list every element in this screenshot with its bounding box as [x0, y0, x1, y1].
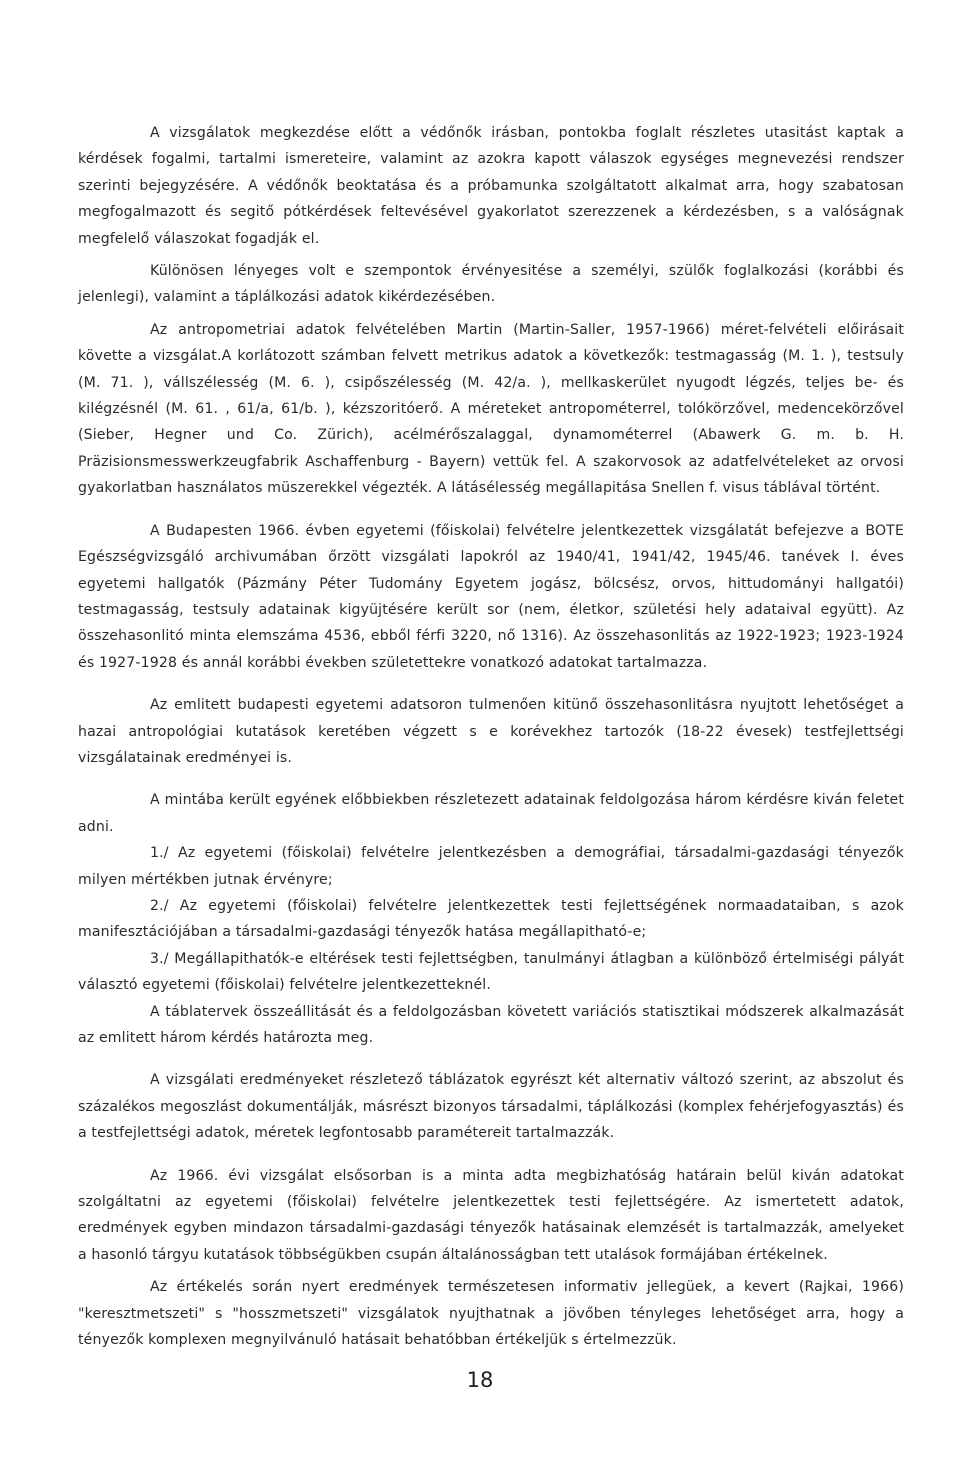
- body-text: [78, 120, 904, 1353]
- paragraph-table-plans: A táblatervek összeállitását és a feldolgozásban követett variációs statisztikai módszerek alkalmazását az emlitett három kérdés határozta meg.: [78, 1003, 904, 1046]
- list-item-question-3: 3./ Megállapithatók-e eltérések testi fejlettségben, tanulmányi átlagban a különböző értelmiségi pályát választó egyetemi (főiskolai) felvételre jelentkezetteknél.: [78, 950, 904, 994]
- page-number: 18: [466, 1368, 494, 1392]
- list-item-question-2: 2./ Az egyetemi (főiskolai) felvételre jelentkezettek testi fejlettségének normaadataiban, s azok manifesztációjában a társadalmi-gazdasági tényezők hatása megállapitható-e;: [78, 897, 904, 941]
- paragraph-interview-emphasis: Különösen lényeges volt e szempontok érvényesitése a személyi, szülők foglalkozási (korábbi és jelenlegi), valamint a táplálkozási adatok kikérdezésében.: [78, 263, 904, 306]
- paragraph-comparison-sample: A Budapesten 1966. évben egyetemi (főiskolai) felvételre jelentkezettek vizsgálatát befejezve a BOTE Egészségvizsgáló archivumában őrzött vizsgálati lapokról az 1940/41, 1941/42, 1945/46. tanévek I. éves egyetemi hallgatók (Pázmány Péter Tudomány Egyetem jogász, bölcsész, orvos, hittudományi hallgatói) testmagasság, testsuly adatainak kigyüjtésére került sor (nem, életkor, születési hely adataival együtt). Az összehasonlitó minta elemszáma 4536, ebből férfi 3220, nő 1316). Az összehasonlitás az 1922-1923; 1923-1924 és 1927-1928 és annál korábbi években születettekre vonatkozó adatokat tartalmazza.: [78, 522, 904, 671]
- paragraph-three-questions: A mintába került egyének előbbiekben részletezett adatainak feldolgozása három kérdésre kiván feletet adni.: [78, 792, 904, 835]
- list-item-question-1: 1./ Az egyetemi (főiskolai) felvételre jelentkezésben a demográfiai, társadalmi-gazdasági tényezők milyen mértékben jutnak érvényre;: [78, 845, 904, 888]
- paragraph-domestic-research: Az emlitett budapesti egyetemi adatsoron tulmenően kitünő összehasonlitásra nyujtott lehetőséget a hazai antropológiai kutatások keretében végzett s e korévekhez tartozók (18-22 évesek) testfejlettségi vizsgálatainak eredményei is.: [78, 697, 904, 766]
- paragraph-results-tables: A vizsgálati eredményeket részletező táblázatok egyrészt két alternativ változó szerint, az abszolut és százalékos megoszlást dokumentálják, másrészt bizonyos társadalmi, táplálkozási (komplex fehérjefogyasztás) és a testfejlettségi adatok, méretek legfontosabb paramétereit tartalmazzák.: [78, 1072, 904, 1142]
- paragraph-instructions: A vizsgálatok megkezdése előtt a védőnők irásban, pontokba foglalt részletes utasitást kaptak a kérdések fogalmi, tartalmi ismereteire, valamint az azokra kapott válaszok egységes megnevezési rendszer szerinti bejegyzésére. A védőnők beoktatása és a próbamunka szolgáltatott alkalmat arra, hogy szabatosan megfogalmazott és segitő pótkérdések feltevésével gyakorlatot szerezzenek a kérdezésben, s a valóságnak megfelelő válaszokat fogadják el.: [78, 125, 904, 247]
- paragraph-1966-study: Az 1966. évi vizsgálat elsősorban is a minta adta megbizhatóság határain belül kiván adatokat szolgáltatni az egyetemi (főiskolai) felvételre jelentkezettek testi fejlettségére. Az ismertetett adatok, eredmények egyben mindazon társadalmi-gazdasági tényezők hatásainak elemzését is tartalmazzák, amelyeket a hasonló tárgyu kutatások többségükben csupán általánosságban tett utalások formájában értékelnek.: [78, 1167, 904, 1263]
- paragraph-anthropometry: Az antropometriai adatok felvételében Martin (Martin-Saller, 1957-1966) méret-felvételi előirásait követte a vizsgálat.A korlátozott számban felvett metrikus adatok a következők: testmagasság (M. 1. ), testsuly (M. 71. ), vállszélesség (M. 6. ), csipőszélesség (M. 42/a. ), mellkaskerület nyugodt légzés, teljes be- és kilégzésnél (M. 61. , 61/a, 61/b. ), kézszoritóerő. A méreteket antropométerrel, tolókörzővel, medencekörzővel (Sieber, Hegner und Co. Zürich), acélmérőszalaggal, dynamométerrel (Abawerk G. m. b. H. Präzisionsmesswerkzeugfabrik Aschaffenburg - Bayern) vettük fel. A szakorvosok az adatfelvételeket az orvosi gyakorlatban használatos müszerekkel végezték. A látásélesség megállapitása Snellen f. visus táblával történt.: [78, 321, 904, 497]
- paragraph-evaluation: Az értékelés során nyert eredmények természetesen informativ jellegüek, a kevert (Rajkai, 1966) "keresztmetszeti" s "hosszmetszeti" vizsgálatok nyujthatnak a jövőben tényleges lehetőséget arra, hogy a tényezők komplexen megnyilvánuló hatásait behatóbban értékeljük s értelmezzük.: [78, 1279, 904, 1349]
